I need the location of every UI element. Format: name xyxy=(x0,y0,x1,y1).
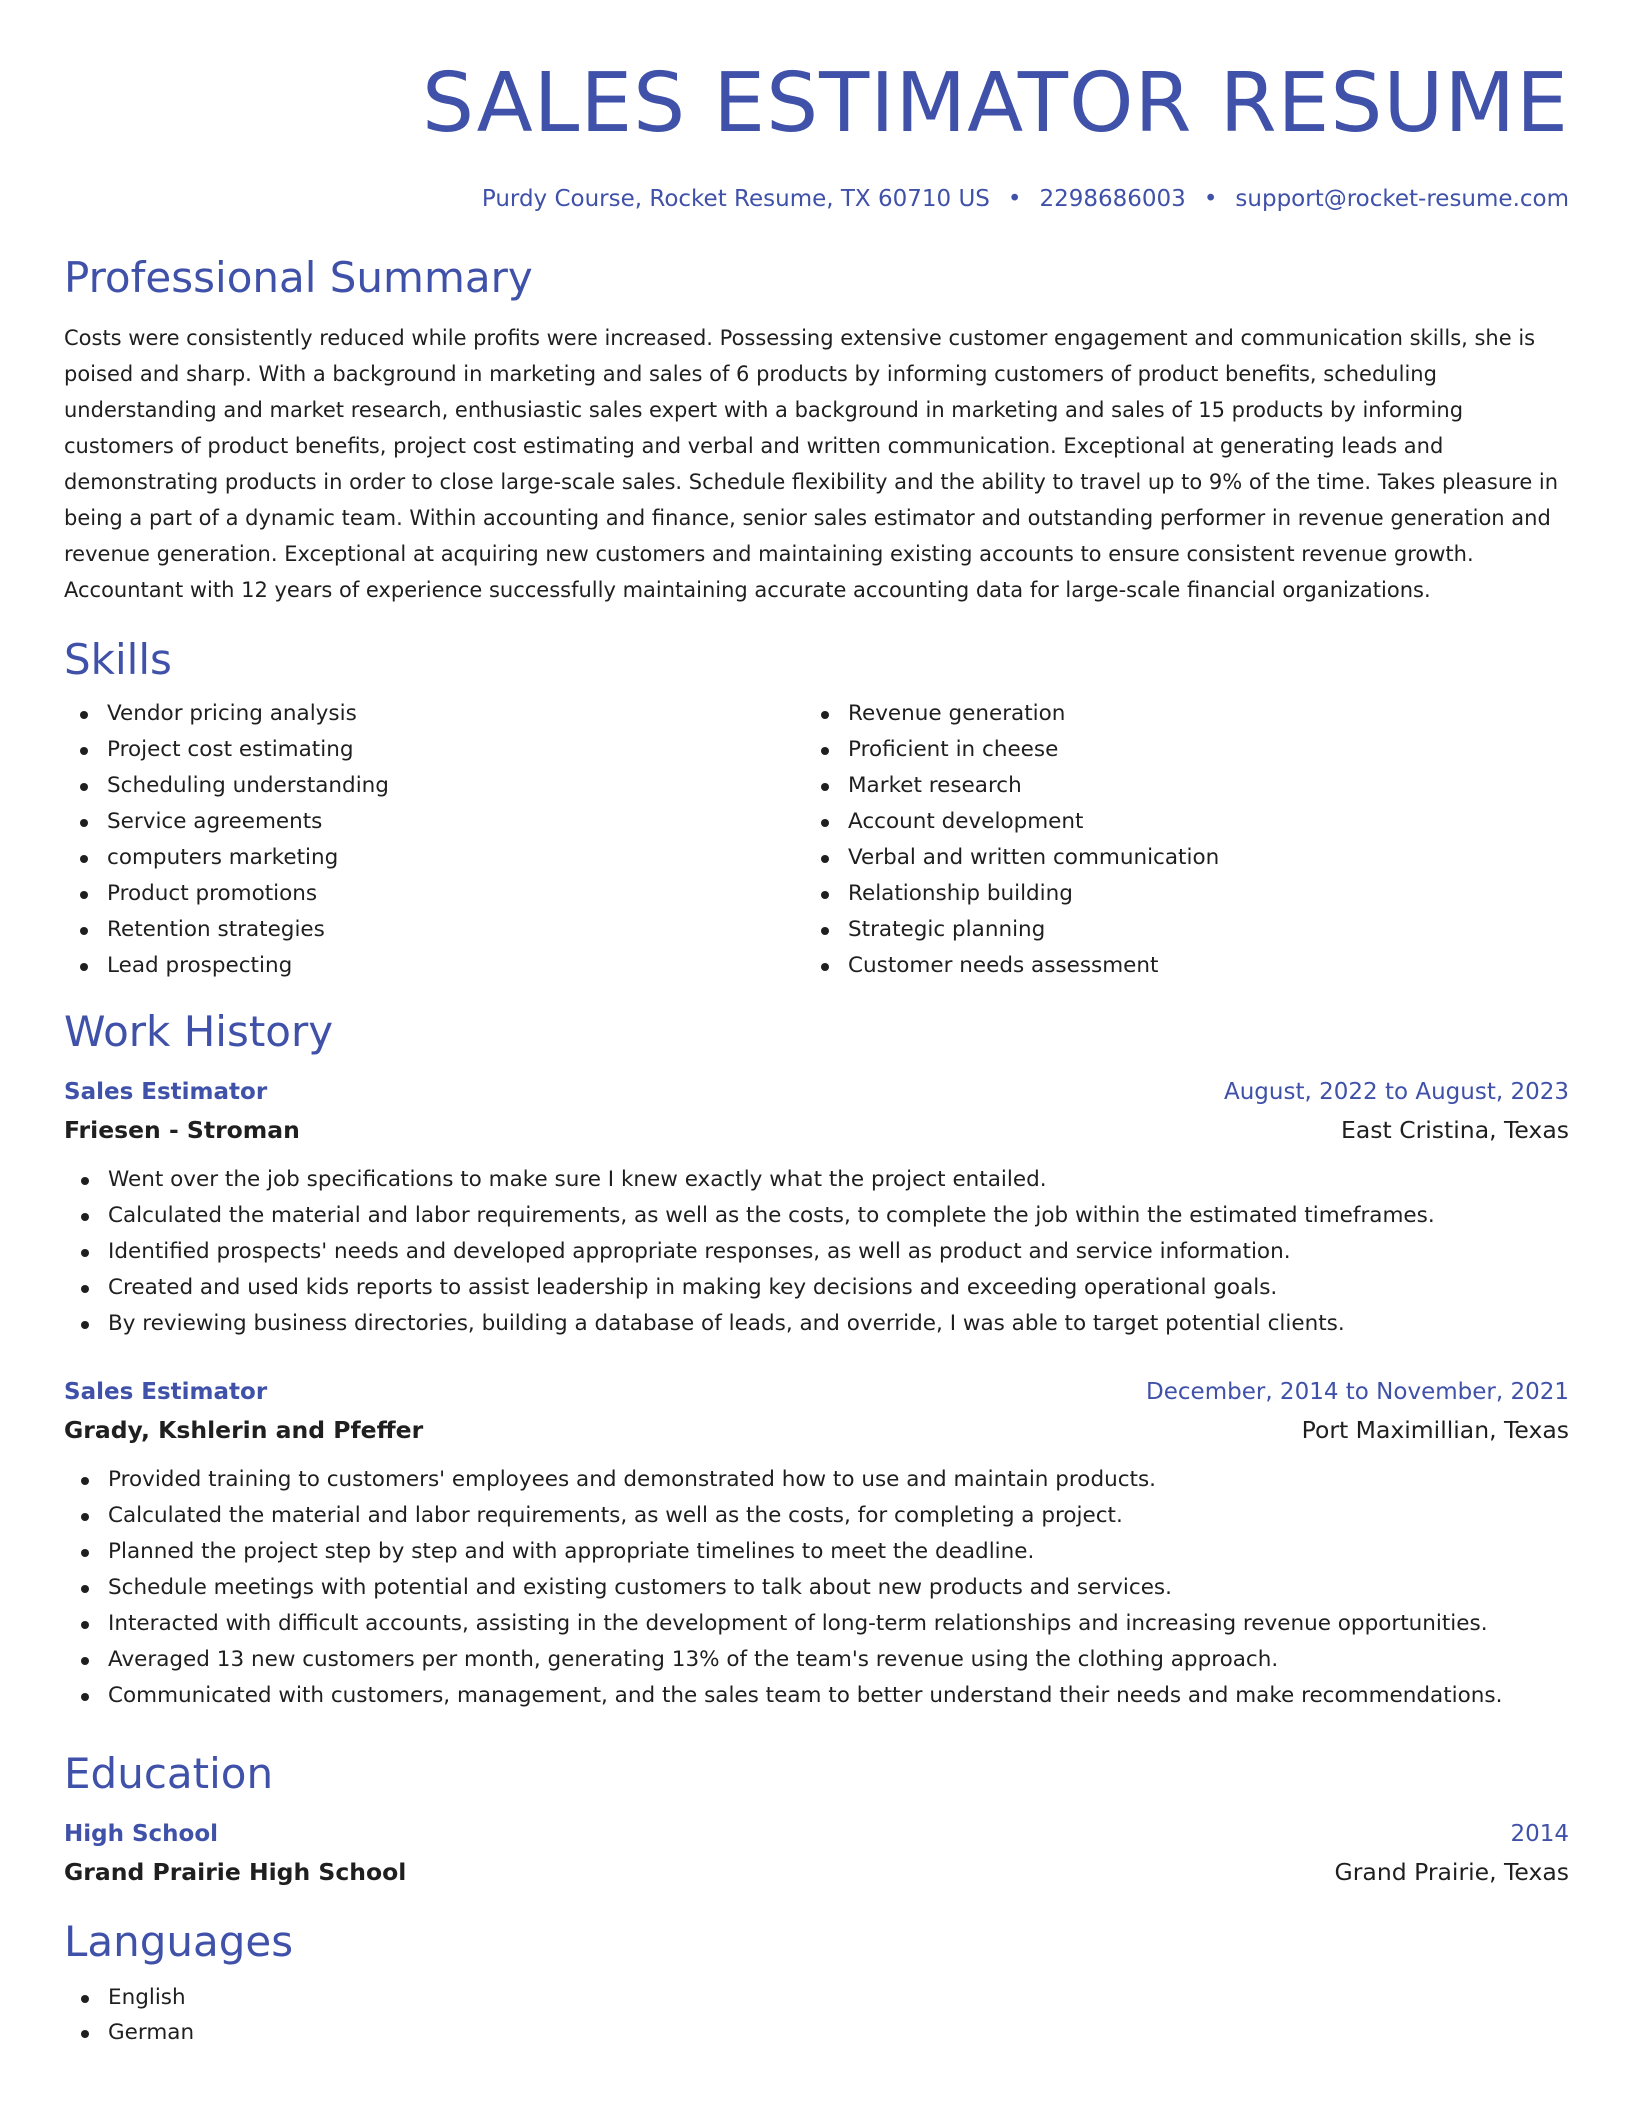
education-location: Grand Prairie, Texas xyxy=(1334,1858,1569,1886)
job-location: East Cristina, Texas xyxy=(1341,1116,1569,1144)
summary-heading: Professional Summary xyxy=(64,253,533,302)
skills-list-left xyxy=(64,696,805,984)
job-title: Sales Estimator xyxy=(64,1079,268,1105)
language-item: German xyxy=(108,2015,1569,2050)
job-bullets xyxy=(64,1162,1569,1342)
skills-section xyxy=(64,634,1569,984)
skill-item: Proficient in cheese xyxy=(848,732,1219,768)
skill-item: Relationship building xyxy=(848,876,1219,912)
contact-email: support@rocket-resume.com xyxy=(1235,186,1569,212)
job-bullet: Created and used kids reports to assist leadership in making key decisions and exceeding operational goals. xyxy=(108,1270,1569,1306)
job-bullet: Went over the job specifications to make sure I knew exactly what the project entailed. xyxy=(108,1162,1569,1198)
job-location: Port Maximillian, Texas xyxy=(1301,1416,1569,1444)
education-school: Grand Prairie High School xyxy=(64,1858,407,1886)
education-year: 2014 xyxy=(1510,1821,1569,1847)
skills-columns xyxy=(64,696,1569,984)
skills-heading: Skills xyxy=(64,635,172,684)
contact-address: Purdy Course, Rocket Resume, TX 60710 US xyxy=(481,186,990,212)
work-history-section xyxy=(64,1006,1569,1714)
skills-list-right xyxy=(805,696,1219,984)
skill-item: Scheduling understanding xyxy=(107,768,805,804)
education-entry xyxy=(64,1816,1569,1890)
education-degree: High School xyxy=(64,1821,219,1847)
contact-separator: • xyxy=(1203,186,1218,212)
skill-item: Retention strategies xyxy=(107,912,805,948)
job-company-row xyxy=(64,1410,1569,1448)
job-company: Grady, Kshlerin and Pfeffer xyxy=(64,1416,424,1444)
skill-item: Strategic planning xyxy=(848,912,1219,948)
contact-separator: • xyxy=(1007,186,1022,212)
skill-item: Product promotions xyxy=(107,876,805,912)
job-bullet: Schedule meetings with potential and existing customers to talk about new products and services. xyxy=(108,1570,1569,1606)
skill-item: Market research xyxy=(848,768,1219,804)
skill-item: Account development xyxy=(848,804,1219,840)
job-entry xyxy=(64,1374,1569,1714)
job-bullet: Interacted with difficult accounts, assisting in the development of long-term relationships and increasing revenue opportunities. xyxy=(108,1606,1569,1642)
education-degree-row xyxy=(64,1816,1569,1852)
job-company: Friesen - Stroman xyxy=(64,1116,300,1144)
job-bullet: Calculated the material and labor requirements, as well as the costs, for completing a project. xyxy=(108,1498,1569,1534)
job-bullet: Planned the project step by step and with appropriate timelines to meet the deadline. xyxy=(108,1534,1569,1570)
job-bullet: Provided training to customers' employees and demonstrated how to use and maintain products. xyxy=(108,1462,1569,1498)
education-heading: Education xyxy=(64,1749,274,1798)
skill-item: Verbal and written communication xyxy=(848,840,1219,876)
contact-line xyxy=(64,184,1569,214)
skill-item: Vendor pricing analysis xyxy=(107,696,805,732)
resume-header xyxy=(64,56,1569,214)
summary-text: Costs were consistently reduced while profits were increased. Possessing extensive customer engagement and communication skills, she is poised and sharp. With a background in marketing and sales of 6 products by informing customers of product benefits, scheduling understanding and market research, enthusiastic sales expert with a background in marketing and sales of 15 products by informing customers of product benefits, project cost estimating and verbal and written communication. Exceptional at generating leads and demonstrating products in order to close large-scale sales. Schedule flexibility and the ability to travel up to 9% of the time. Takes pleasure in being a part of a dynamic team. Within accounting and finance, senior sales estimator and outstanding performer in revenue generation and revenue generation. Exceptional at acquiring new customers and maintaining existing accounts to ensure consistent revenue growth. Accountant with 12 years of experience successfully maintaining accurate accounting data for large-scale financial organizations. xyxy=(64,326,1559,602)
job-title-row xyxy=(64,1374,1569,1410)
skill-item: Revenue generation xyxy=(848,696,1219,732)
summary-section xyxy=(64,252,1569,608)
job-dates: August, 2022 to August, 2023 xyxy=(1224,1079,1569,1105)
skill-item: Lead prospecting xyxy=(107,948,805,984)
job-company-row xyxy=(64,1110,1569,1148)
skill-item: Service agreements xyxy=(107,804,805,840)
job-bullets xyxy=(64,1462,1569,1714)
languages-list xyxy=(64,1980,1569,2050)
job-title: Sales Estimator xyxy=(64,1379,268,1405)
job-entry xyxy=(64,1074,1569,1342)
education-school-row xyxy=(64,1852,1569,1890)
job-bullet: Communicated with customers, management, and the sales team to better understand their needs and make recommendations. xyxy=(108,1678,1569,1714)
skill-item: Project cost estimating xyxy=(107,732,805,768)
language-item: English xyxy=(108,1980,1569,2015)
work-history-heading: Work History xyxy=(64,1007,334,1056)
job-bullet: Calculated the material and labor requirements, as well as the costs, to complete the job within the estimated timeframes. xyxy=(108,1198,1569,1234)
job-bullet: Averaged 13 new customers per month, generating 13% of the team's revenue using the clothing approach. xyxy=(108,1642,1569,1678)
education-section xyxy=(64,1748,1569,1890)
contact-phone: 2298686003 xyxy=(1039,186,1186,212)
resume-name: SALES ESTIMATOR RESUME xyxy=(422,56,1569,151)
languages-section xyxy=(64,1916,1569,2050)
job-bullet: Identified prospects' needs and developed appropriate responses, as well as product and service information. xyxy=(108,1234,1569,1270)
job-dates: December, 2014 to November, 2021 xyxy=(1146,1379,1569,1405)
skill-item: computers marketing xyxy=(107,840,805,876)
job-bullet: By reviewing business directories, building a database of leads, and override, I was able to target potential clients. xyxy=(108,1306,1569,1342)
job-title-row xyxy=(64,1074,1569,1110)
languages-heading: Languages xyxy=(64,1917,294,1966)
skill-item: Customer needs assessment xyxy=(848,948,1219,984)
